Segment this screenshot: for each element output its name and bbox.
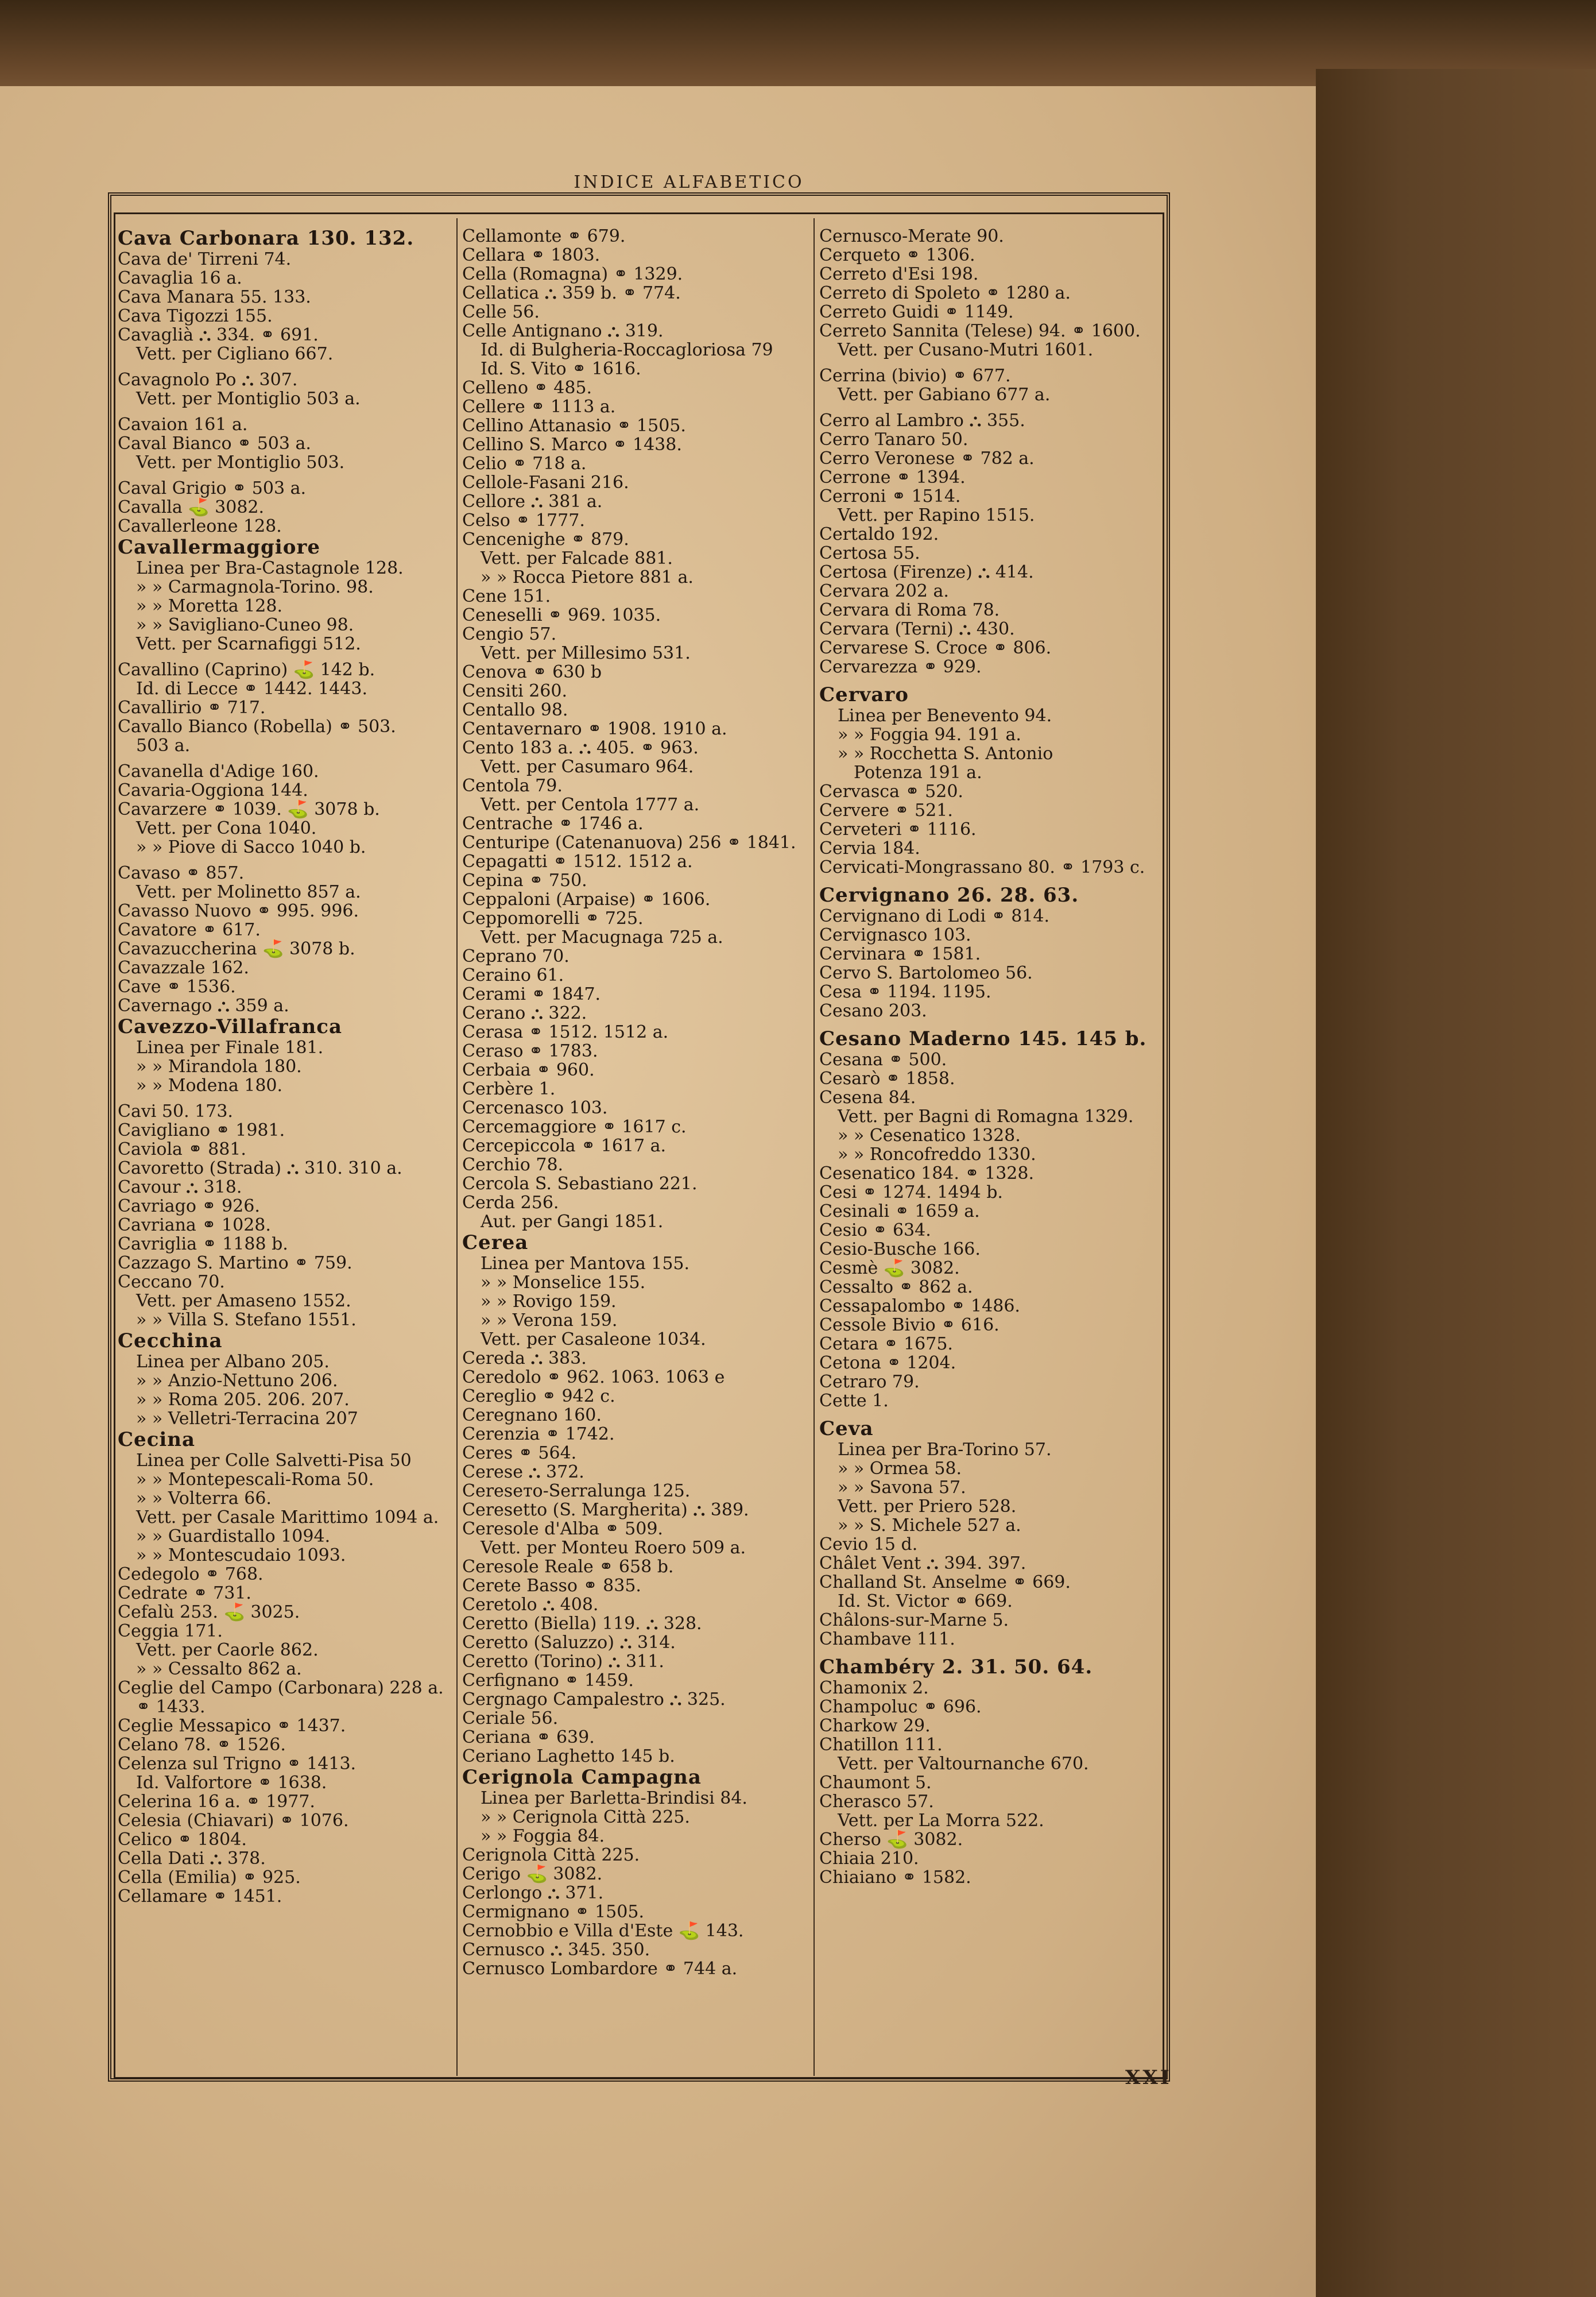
index-entry: Cella (Emilia) ⚭ 925. (118, 1867, 301, 1888)
index-heading: Cervignano 26. 28. 63. (819, 884, 1079, 907)
index-entry: Vett. per Molinetto 857 a. (136, 882, 361, 902)
index-entry: Ceppaloni (Arpaise) ⚭ 1606. (462, 890, 711, 910)
index-entry: Vett. per Casale Marittimo 1094 a. (136, 1507, 439, 1528)
index-entry: Cedrate ⚭ 731. (118, 1583, 251, 1603)
index-entry: Ceretolo ⛬ 408. (462, 1595, 599, 1615)
index-entry: Cerrina (bivio) ⚭ 677. (819, 366, 1011, 386)
index-entry: » » Carmagnola-Torino. 98. (136, 577, 374, 597)
index-entry: Chiaiano ⚭ 1582. (819, 1867, 971, 1888)
index-entry: Cazzago S. Martino ⚭ 759. (118, 1253, 352, 1273)
index-entry: Vett. per Falcade 881. (481, 548, 673, 569)
index-entry: Cernusco ⛬ 345. 350. (462, 1940, 650, 1960)
index-entry: Cepina ⚭ 750. (462, 871, 587, 891)
index-entry: Cerignola Città 225. (462, 1845, 640, 1865)
index-entry: Cavallerleone 128. (118, 516, 282, 536)
index-entry: » » Cessalto 862 a. (136, 1659, 302, 1679)
index-entry: Ceresole d'Alba ⚭ 509. (462, 1519, 663, 1539)
index-entry: Cedegolo ⚭ 768. (118, 1564, 264, 1584)
index-entry: Celerina 16 a. ⚭ 1977. (118, 1792, 315, 1812)
index-column-1 (118, 227, 459, 2073)
index-entry: Cavatore ⚭ 617. (118, 920, 261, 940)
index-heading: Cava Carbonara 130. 132. (118, 227, 415, 250)
index-entry: Ceregnano 160. (462, 1405, 602, 1425)
index-entry: Cercepiccola ⚭ 1617 a. (462, 1136, 667, 1156)
index-entry: Cerveteri ⚭ 1116. (819, 819, 977, 840)
page-header: INDICE ALFABETICO (574, 172, 804, 192)
index-entry: Cereglio ⚭ 942 c. (462, 1386, 615, 1406)
index-entry: » » Villa S. Stefano 1551. (136, 1310, 357, 1330)
index-entry: Cavasso Nuovo ⚭ 995. 996. (118, 901, 359, 921)
index-entry: Cerroni ⚭ 1514. (819, 486, 961, 506)
index-entry: Cerreto Sannita (Telese) 94. ⚭ 1600. (819, 321, 1141, 341)
index-entry: Vett. per Gabiano 677 a. (838, 385, 1051, 405)
index-entry: Ceresole Reale ⚭ 658 b. (462, 1557, 674, 1577)
index-heading: Cecina (118, 1428, 196, 1451)
index-entry: Linea per Barletta-Brindisi 84. (481, 1788, 747, 1808)
index-entry: Cavriago ⚭ 926. (118, 1196, 260, 1216)
index-entry: Cercola S. Sebastiano 221. (462, 1174, 698, 1194)
index-heading: Cecchina (118, 1329, 223, 1352)
index-entry: Cava Tigozzi 155. (118, 306, 273, 326)
index-entry: Id. di Bulgheria-Roccagloriosa 79 (481, 340, 773, 360)
index-entry: Cavanella d'Adige 160. (118, 761, 319, 782)
index-entry: Ceccano 70. (118, 1272, 225, 1292)
index-entry: Cerbère 1. (462, 1079, 556, 1099)
index-entry: Cervarese S. Croce ⚭ 806. (819, 638, 1052, 658)
index-entry: Vett. per Monteu Roero 509 a. (481, 1538, 746, 1558)
index-entry: Cerqueto ⚭ 1306. (819, 245, 975, 265)
index-entry: Cerasa ⚭ 1512. 1512 a. (462, 1022, 669, 1042)
index-entry: Cerese ⛬ 372. (462, 1462, 584, 1482)
index-heading: Ceva (819, 1417, 874, 1440)
index-entry: Cavazuccherina ⛳ 3078 b. (118, 939, 355, 959)
index-entry: Cenova ⚭ 630 b (462, 662, 602, 682)
index-entry: Cetona ⚭ 1204. (819, 1353, 956, 1373)
index-entry: Vett. per Cusano-Mutri 1601. (838, 340, 1094, 360)
index-entry: Cerbaia ⚭ 960. (462, 1060, 595, 1080)
index-entry: Centola 79. (462, 776, 563, 796)
index-entry: Cerreto Guidi ⚭ 1149. (819, 302, 1014, 322)
index-entry: Cesenatico 184. ⚭ 1328. (819, 1163, 1035, 1184)
index-entry: Cervara di Roma 78. (819, 600, 1000, 620)
index-entry: » » Montescudaio 1093. (136, 1545, 346, 1565)
index-entry: Certosa (Firenze) ⛬ 414. (819, 562, 1034, 582)
index-entry: Cengio 57. (462, 624, 557, 644)
index-entry: Vett. per Millesimo 531. (481, 643, 691, 663)
index-entry: » » Foggia 84. (481, 1826, 605, 1846)
index-entry: Celle 56. (462, 302, 540, 322)
index-entry: Cesa ⚭ 1194. 1195. (819, 982, 991, 1002)
index-entry: Ceprano 70. (462, 946, 570, 966)
index-entry: Cavigliano ⚭ 1981. (118, 1120, 285, 1140)
index-entry: Cessapalombo ⚭ 1486. (819, 1296, 1020, 1316)
index-entry: » » Savona 57. (838, 1478, 966, 1498)
index-entry: Ceredolo ⚭ 962. 1063. 1063 e (462, 1367, 725, 1387)
index-entry: Cavallirio ⚭ 717. (118, 698, 266, 718)
index-entry: Ceretto (Biella) 119. ⛬ 328. (462, 1614, 702, 1634)
index-entry: » » Rovigo 159. (481, 1291, 617, 1312)
index-entry: Cessole Bivio ⚭ 616. (819, 1315, 1000, 1335)
index-entry: » » Monselice 155. (481, 1273, 646, 1293)
index-entry: Ceglie Messapico ⚭ 1437. (118, 1716, 346, 1736)
index-entry: Cereda ⛬ 383. (462, 1348, 587, 1368)
index-entry: Cesana ⚭ 500. (819, 1050, 947, 1070)
index-entry: Ceriana ⚭ 639. (462, 1727, 595, 1747)
index-entry: Cercenasco 103. (462, 1098, 608, 1118)
index-entry: Cesi ⚭ 1274. 1494 b. (819, 1182, 1003, 1202)
index-entry: Celico ⚭ 1804. (118, 1830, 247, 1850)
index-entry: Cavallo Bianco (Robella) ⚭ 503. (118, 717, 396, 737)
index-entry: » » Piove di Sacco 1040 b. (136, 837, 366, 857)
index-entry: Celso ⚭ 1777. (462, 511, 585, 531)
index-entry: Cellatica ⛬ 359 b. ⚭ 774. (462, 283, 681, 303)
index-entry: Cervo S. Bartolomeo 56. (819, 963, 1033, 983)
page-number: XXI (1125, 2066, 1172, 2089)
index-entry: Cerlongo ⛬ 371. (462, 1883, 604, 1903)
index-entry: Chambave 111. (819, 1629, 955, 1649)
index-entry: Cavazzale 162. (118, 958, 249, 978)
index-entry: Certosa 55. (819, 543, 920, 563)
index-entry: Cencenighe ⚭ 879. (462, 529, 629, 550)
index-entry: Chamonix 2. (819, 1678, 929, 1698)
index-heading: Cesano Maderno 145. 145 b. (819, 1027, 1147, 1050)
index-entry: Cavi 50. 173. (118, 1101, 233, 1122)
index-entry: Cervarezza ⚭ 929. (819, 657, 982, 677)
index-entry: » » Cesenatico 1328. (838, 1126, 1021, 1146)
index-entry: Id. Valfortore ⚭ 1638. (136, 1773, 327, 1793)
index-entry: Ceresето-Serralunga 125. (462, 1481, 691, 1501)
index-entry: Cerchio 78. (462, 1155, 564, 1175)
index-entry: Vett. per Cona 1040. (136, 818, 317, 838)
index-entry: » » S. Michele 527 a. (838, 1515, 1021, 1536)
index-entry: Vett. per Bagni di Romagna 1329. (838, 1107, 1134, 1127)
index-entry: Cavarzere ⚭ 1039. ⛳ 3078 b. (118, 799, 380, 819)
index-entry: Celle Antignano ⛬ 319. (462, 321, 664, 341)
index-entry: Cellamare ⚭ 1451. (118, 1886, 282, 1907)
index-entry: Cavernago ⛬ 359 a. (118, 996, 289, 1016)
index-column-3 (819, 227, 1161, 2073)
index-entry: Ceretto (Torino) ⛬ 311. (462, 1652, 664, 1672)
index-entry: Linea per Bra-Castagnole 128. (136, 558, 404, 578)
index-entry: Vett. per Macugnaga 725 a. (481, 927, 723, 948)
index-heading: Chambéry 2. 31. 50. 64. (819, 1656, 1093, 1679)
index-entry: Champoluc ⚭ 696. (819, 1697, 982, 1717)
index-entry: Cerro Veronese ⚭ 782 a. (819, 448, 1035, 469)
index-entry: Cepagatti ⚭ 1512. 1512 a. (462, 852, 693, 872)
index-entry: 503 a. (136, 736, 191, 756)
index-entry: Linea per Finale 181. (136, 1038, 324, 1058)
index-entry: Vett. per Rapino 1515. (838, 505, 1035, 525)
index-entry: Cavaso ⚭ 857. (118, 863, 245, 883)
index-entry: Vett. per Casumaro 964. (481, 757, 694, 777)
index-heading: Cerea (462, 1231, 529, 1254)
index-entry: Cernusco Lombardore ⚭ 744 a. (462, 1959, 738, 1979)
index-entry: Cerenzia ⚭ 1742. (462, 1424, 615, 1444)
index-entry: Ceraino 61. (462, 965, 564, 985)
index-entry: Cerreto d'Esi 198. (819, 264, 979, 284)
index-entry: Cavour ⛬ 318. (118, 1177, 242, 1197)
index-entry: Cavaion 161 a. (118, 415, 248, 435)
index-entry: Chiaia 210. (819, 1849, 919, 1869)
index-entry: Cefalù 253. ⛳ 3025. (118, 1602, 300, 1622)
index-entry: Ceres ⚭ 564. (462, 1443, 577, 1463)
index-entry: Cerami ⚭ 1847. (462, 984, 601, 1004)
index-entry: Cernobbio e Villa d'Este ⛳ 143. (462, 1921, 744, 1941)
index-entry: Celleno ⚭ 485. (462, 378, 592, 398)
index-entry: » » Moretta 128. (136, 596, 282, 616)
index-entry: Châlet Vent ⛬ 394. 397. (819, 1553, 1026, 1573)
index-entry: Ceppomorelli ⚭ 725. (462, 908, 644, 929)
index-entry: Cene 151. (462, 586, 551, 606)
index-entry: Ceneselli ⚭ 969. 1035. (462, 605, 661, 625)
index-column-2 (462, 227, 804, 2073)
index-entry: Linea per Colle Salvetti-Pisa 50 (136, 1451, 412, 1471)
index-entry: Ceriano Laghetto 145 b. (462, 1746, 675, 1766)
index-entry: Cento 183 a. ⛬ 405. ⚭ 963. (462, 738, 699, 758)
index-entry: Cesio-Busche 166. (819, 1239, 981, 1259)
index-entry: » » Rocchetta S. Antonio (838, 744, 1053, 764)
index-entry: Ceriale 56. (462, 1708, 559, 1728)
column-rule (814, 218, 815, 2076)
index-entry: Cavallino (Caprino) ⛳ 142 b. (118, 660, 375, 680)
index-entry: Vett. per Centola 1777 a. (481, 795, 700, 815)
index-entry: Cesarò ⚭ 1858. (819, 1069, 955, 1089)
index-entry: Cherso ⛳ 3082. (819, 1830, 963, 1850)
index-entry: Vett. per Montiglio 503 a. (136, 389, 361, 409)
index-entry: Centuripe (Catenanuova) 256 ⚭ 1841. (462, 833, 796, 853)
index-entry: » » Verona 159. (481, 1310, 618, 1331)
index-heading: Cavezzo-Villafranca (118, 1015, 342, 1038)
index-entry: Cerro Tanaro 50. (819, 430, 969, 450)
index-entry: Cerano ⛬ 322. (462, 1003, 587, 1023)
index-entry: » » Savigliano-Cuneo 98. (136, 615, 354, 635)
index-entry: Linea per Bra-Torino 57. (838, 1440, 1052, 1460)
index-entry: Cerro al Lambro ⛬ 355. (819, 411, 1025, 431)
index-entry: Certaldo 192. (819, 524, 939, 544)
index-entry: » » Modena 180. (136, 1076, 283, 1096)
index-entry: » » Guardistallo 1094. (136, 1526, 331, 1546)
index-entry: Cesinali ⚭ 1659 a. (819, 1201, 980, 1221)
index-entry: Cave ⚭ 1536. (118, 977, 236, 997)
index-entry: Cavriana ⚭ 1028. (118, 1215, 271, 1235)
index-entry: Caval Grigio ⚭ 503 a. (118, 478, 306, 498)
index-entry: » » Roncofreddo 1330. (838, 1144, 1036, 1165)
index-entry: Cervara (Terni) ⛬ 430. (819, 619, 1015, 639)
index-entry: » » Roma 205. 206. 207. (136, 1390, 350, 1410)
index-entry: Id. St. Victor ⚭ 669. (838, 1591, 1013, 1611)
index-entry: » » Anzio-Nettuno 206. (136, 1371, 338, 1391)
index-entry: Cevio 15 d. (819, 1534, 918, 1554)
index-entry: Cellara ⚭ 1803. (462, 245, 601, 265)
index-entry: Cervinara ⚭ 1581. (819, 944, 981, 964)
index-entry: Cavaria-Oggiona 144. (118, 780, 308, 801)
index-entry: ⚭ 1433. (136, 1697, 206, 1717)
index-entry: Cernusco-Merate 90. (819, 227, 1004, 246)
index-entry: Cavagnolo Po ⛬ 307. (118, 370, 298, 390)
index-entry: Cerete Basso ⚭ 835. (462, 1576, 641, 1596)
index-entry: Linea per Albano 205. (136, 1352, 330, 1372)
index-entry: Id. di Lecce ⚭ 1442. 1443. (136, 679, 368, 699)
index-entry: Cessalto ⚭ 862 a. (819, 1277, 973, 1297)
index-entry: Cellere ⚭ 1113 a. (462, 397, 616, 417)
index-entry: Ceresetto (S. Margherita) ⛬ 389. (462, 1500, 749, 1520)
index-entry: Chatillon 111. (819, 1735, 943, 1755)
index-entry: » » Cerignola Città 225. (481, 1807, 690, 1827)
index-entry: » » Foggia 94. 191 a. (838, 725, 1021, 745)
index-entry: Vett. per Montiglio 503. (136, 453, 345, 473)
index-entry: Centallo 98. (462, 700, 568, 720)
index-entry: Cette 1. (819, 1391, 889, 1411)
index-entry: Vett. per Casaleone 1034. (481, 1329, 706, 1349)
index-entry: Cella Dati ⛬ 378. (118, 1849, 266, 1869)
index-entry: Cherasco 57. (819, 1792, 934, 1812)
index-entry: Cervara 202 a. (819, 581, 949, 601)
index-entry: Cervasca ⚭ 520. (819, 782, 963, 802)
index-entry: Vett. per Amaseno 1552. (136, 1291, 351, 1311)
index-entry: Cellino S. Marco ⚭ 1438. (462, 435, 682, 455)
index-entry: Cerfignano ⚭ 1459. (462, 1670, 634, 1691)
index-entry: Cesena 84. (819, 1088, 916, 1108)
index-entry: Cellore ⛬ 381 a. (462, 492, 603, 512)
index-entry: Linea per Benevento 94. (838, 706, 1052, 726)
index-entry: Ceggia 171. (118, 1621, 223, 1641)
index-entry: Censiti 260. (462, 681, 568, 701)
index-entry: Cava de' Tirreni 74. (118, 249, 292, 269)
index-heading: Cavallermaggiore (118, 536, 320, 559)
index-entry: » » Volterra 66. (136, 1488, 272, 1509)
index-entry: Cavalla ⛳ 3082. (118, 497, 265, 517)
index-entry: Centavernaro ⚭ 1908. 1910 a. (462, 719, 727, 739)
index-entry: Cesmè ⛳ 3082. (819, 1258, 960, 1278)
index-entry: Celesia (Chiavari) ⚭ 1076. (118, 1811, 349, 1831)
index-entry: Celenza sul Trigno ⚭ 1413. (118, 1754, 357, 1774)
index-entry: Cellino Attanasio ⚭ 1505. (462, 416, 686, 436)
index-entry: Vett. per Cigliano 667. (136, 344, 334, 364)
index-entry: Cerrone ⚭ 1394. (819, 467, 966, 488)
index-entry: » » Ormea 58. (838, 1459, 962, 1479)
index-entry: Cergnago Campalestro ⛬ 325. (462, 1689, 726, 1710)
index-entry: Caviola ⚭ 881. (118, 1139, 246, 1159)
index-entry: Cervignano di Lodi ⚭ 814. (819, 906, 1050, 926)
index-entry: Challand St. Anselme ⚭ 669. (819, 1572, 1071, 1592)
index-entry: Chaumont 5. (819, 1773, 932, 1793)
book-side-edge (1316, 69, 1596, 2297)
index-entry: Celio ⚭ 718 a. (462, 454, 587, 474)
index-heading: Cervaro (819, 683, 909, 706)
index-entry: Cava Manara 55. 133. (118, 287, 311, 307)
index-entry: Vett. per La Morra 522. (838, 1811, 1044, 1831)
index-entry: Cercemaggiore ⚭ 1617 c. (462, 1117, 687, 1137)
index-entry: » » Montepescali-Roma 50. (136, 1470, 374, 1490)
index-entry: Charkow 29. (819, 1716, 931, 1736)
index-entry: Cerda 256. (462, 1193, 559, 1213)
index-entry: Celano 78. ⚭ 1526. (118, 1735, 286, 1755)
index-entry: Cervignasco 103. (819, 925, 971, 945)
index-entry: Cesano 203. (819, 1001, 927, 1021)
index-entry: Ceglie del Campo (Carbonara) 228 a. (118, 1678, 444, 1698)
index-entry: Cervere ⚭ 521. (819, 801, 953, 821)
index-entry: Cermignano ⚭ 1505. (462, 1902, 644, 1922)
index-entry: Id. S. Vito ⚭ 1616. (481, 359, 641, 379)
index-entry: Cervicati-Mongrassano 80. ⚭ 1793 c. (819, 857, 1145, 877)
index-entry: Cetraro 79. (819, 1372, 920, 1392)
index-entry: Cetara ⚭ 1675. (819, 1334, 953, 1354)
index-entry: Vett. per Caorle 862. (136, 1640, 319, 1660)
index-entry: » » Rocca Pietore 881 a. (481, 567, 694, 587)
index-entry: Ceretto (Saluzzo) ⛬ 314. (462, 1633, 676, 1653)
index-entry: Châlons-sur-Marne 5. (819, 1610, 1009, 1630)
index-entry: Ceraso ⚭ 1783. (462, 1041, 598, 1061)
index-heading: Cerignola Campagna (462, 1766, 702, 1789)
index-entry: » » Mirandola 180. (136, 1057, 302, 1077)
index-entry: Potenza 191 a. (854, 763, 982, 783)
index-entry: Cellamonte ⚭ 679. (462, 227, 626, 246)
index-entry: Cavaglià ⛬ 334. ⚭ 691. (118, 325, 319, 345)
index-entry: Cesio ⚭ 634. (819, 1220, 931, 1240)
index-entry: Caval Bianco ⚭ 503 a. (118, 434, 311, 454)
index-entry: Cavaglia 16 a. (118, 268, 242, 288)
index-entry: Cellole-Fasani 216. (462, 473, 629, 493)
index-entry: Aut. per Gangi 1851. (481, 1212, 664, 1232)
index-entry: Vett. per Valtournanche 670. (838, 1754, 1089, 1774)
index-entry: Cavriglia ⚭ 1188 b. (118, 1234, 288, 1254)
index-entry: Linea per Mantova 155. (481, 1254, 690, 1274)
index-entry: » » Velletri-Terracina 207 (136, 1409, 358, 1429)
index-entry: Cervia 184. (819, 838, 920, 859)
index-entry: Cavoretto (Strada) ⛬ 310. 310 a. (118, 1158, 402, 1178)
index-entry: Cerreto di Spoleto ⚭ 1280 a. (819, 283, 1071, 303)
index-entry: Vett. per Priero 528. (838, 1496, 1017, 1517)
index-entry: Vett. per Scarnafiggi 512. (136, 634, 361, 654)
index-entry: Centrache ⚭ 1746 a. (462, 814, 644, 834)
index-entry: Cerigo ⛳ 3082. (462, 1864, 603, 1884)
index-entry: Cella (Romagna) ⚭ 1329. (462, 264, 683, 284)
